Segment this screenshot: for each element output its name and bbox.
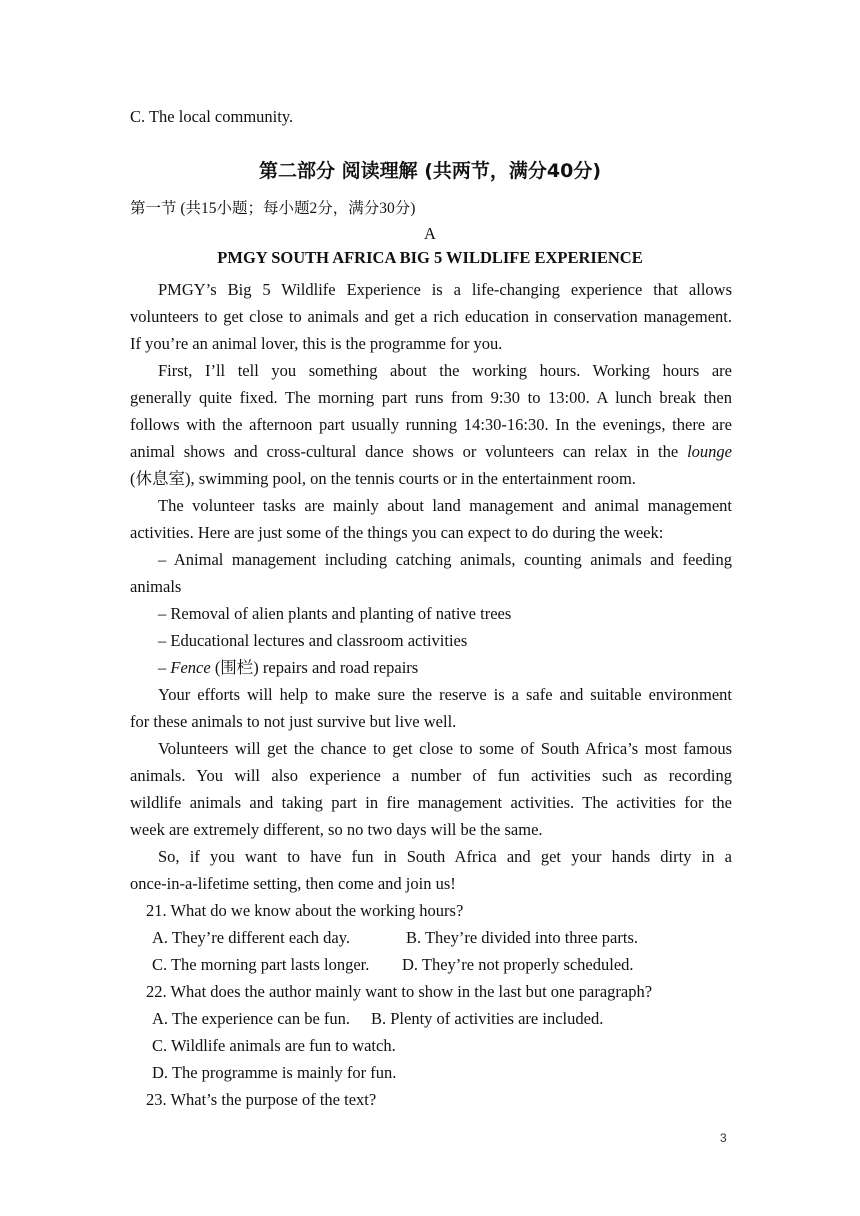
paragraph-5-line: week are extremely different, so no two days will be the same.	[130, 820, 543, 839]
paragraph-2-line: (休息室), swimming pool, on the tennis courts or in the entertainment room.	[130, 469, 636, 488]
task-list-item-continued: animals	[130, 577, 182, 596]
paragraph-5-line: animals. You will also experience a number of fun activities such as recording	[130, 766, 732, 785]
question-22-option-b: B. Plenty of activities are included.	[371, 1009, 604, 1028]
question-22-option-a: A. The experience can be fun.	[152, 1009, 351, 1028]
task-list-item: – Educational lectures and classroom activities	[158, 631, 468, 650]
paragraph-3-line: The volunteer tasks are mainly about land management and animal management	[158, 496, 732, 515]
paragraph-2-line: generally quite fixed. The morning part runs from 9:30 to 13:00. A lunch break then	[130, 388, 732, 407]
passage-letter: A	[424, 224, 436, 243]
paragraph-1-line: volunteers to get close to animals and get a rich education in conservation management.	[130, 307, 732, 326]
paragraph-1-line: PMGY’s Big 5 Wildlife Experience is a life-changing experience that allows	[158, 280, 732, 299]
paragraph-6-line: once-in-a-lifetime setting, then come and join us!	[130, 874, 456, 893]
task-list-item: – Removal of alien plants and planting of native trees	[158, 604, 512, 623]
task-list-item	[158, 654, 732, 681]
question-22-option-d: D. The programme is mainly for fun.	[152, 1063, 397, 1082]
passage-title: PMGY SOUTH AFRICA BIG 5 WILDLIFE EXPERIENCE	[217, 248, 643, 267]
paragraph-3-line: activities. Here are just some of the things you can expect to do during the week:	[130, 523, 664, 542]
paragraph-5-line: Volunteers will get the chance to get close to some of South Africa’s most famous	[158, 739, 732, 758]
paragraph-6-line: So, if you want to have fun in South Africa and get your hands dirty in a	[158, 847, 732, 866]
question-21-option-a: A. They’re different each day.	[152, 928, 351, 947]
page-number: 3	[720, 1131, 727, 1145]
dash: –	[158, 658, 171, 677]
subsection-heading: 第一节 (共15小题；每小题2分，满分30分)	[130, 200, 416, 217]
section-heading: 第二部分 阅读理解 (共两节，满分40分)	[258, 160, 602, 182]
paragraph-4-line: Your efforts will help to make sure the reserve is a safe and suitable environment	[158, 685, 732, 704]
glossed-word-lounge: lounge	[687, 442, 732, 461]
task-text: (围栏) repairs and road repairs	[210, 658, 419, 677]
question-23-stem: 23. What’s the purpose of the text?	[146, 1090, 377, 1109]
paragraph-2-line: follows with the afternoon part usually running 14:30-16:30. In the evenings, there are	[130, 415, 732, 434]
question-21-option-b: B. They’re divided into three parts.	[406, 928, 639, 947]
previous-question-option: C. The local community.	[130, 107, 294, 126]
glossed-word-fence: Fence	[170, 658, 211, 677]
task-list-item: – Animal management including catching animals, counting animals and feeding	[158, 550, 732, 569]
question-21-stem: 21. What do we know about the working hours?	[146, 901, 464, 920]
paragraph-2-line: First, I’ll tell you something about the working hours. Working hours are	[158, 361, 732, 380]
paragraph-2-line	[130, 438, 732, 465]
question-22-stem: 22. What does the author mainly want to show in the last but one paragraph?	[146, 982, 653, 1001]
paragraph-4-line: for these animals to not just survive but live well.	[130, 712, 457, 731]
paragraph-1-line: If you’re an animal lover, this is the programme for you.	[130, 334, 503, 353]
question-22-option-c: C. Wildlife animals are fun to watch.	[152, 1036, 396, 1055]
question-21-option-c: C. The morning part lasts longer.	[152, 955, 370, 974]
paragraph-5-line: wildlife animals and taking part in fire management activities. The activities for the	[130, 793, 732, 812]
question-21-option-d: D. They’re not properly scheduled.	[402, 955, 634, 974]
paragraph-2-text: animal shows and cross-cultural dance shows or volunteers can relax in the	[130, 442, 679, 461]
